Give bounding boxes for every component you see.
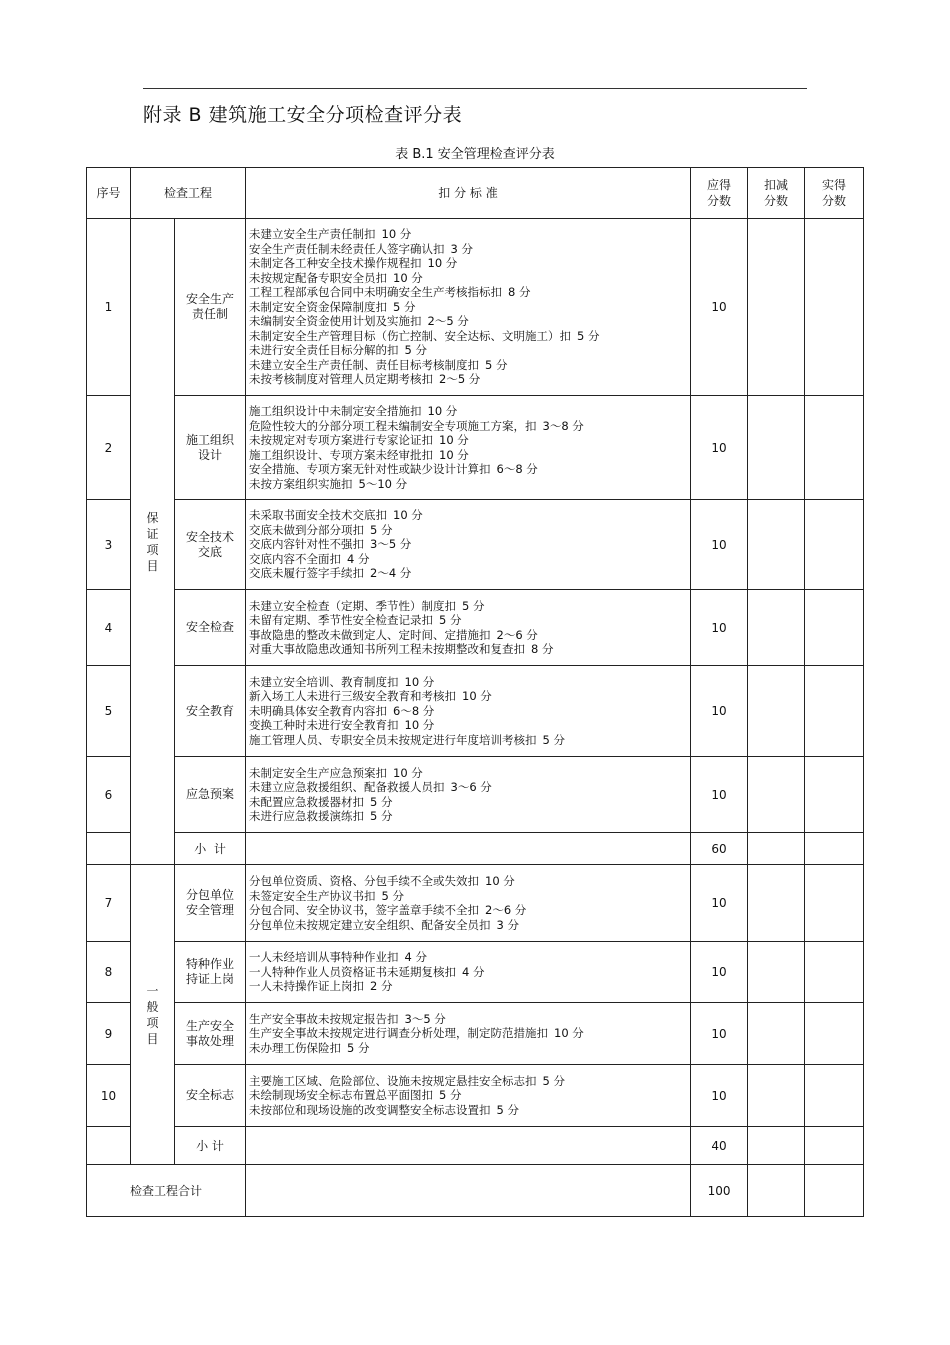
deduction-rule-text: 安全生产责任制未经责任人签字确认扣 — [249, 241, 445, 256]
deduction-rule — [249, 285, 690, 300]
deduction-rule-points: 5 分 — [496, 1102, 519, 1117]
row-seq: 8 — [87, 942, 131, 1003]
subtotal-seq-empty — [87, 1127, 131, 1165]
deduction-rule-points: 10 分 — [427, 256, 458, 271]
deduction-rule-text: 未制定安全资金保障制度扣 — [249, 299, 388, 314]
row-actual-score[interactable] — [805, 1065, 864, 1127]
total-deduct-score[interactable] — [748, 1165, 805, 1217]
row-item-name: 应急预案 — [175, 757, 246, 833]
row-item-name: 安全生产责任制 — [175, 219, 246, 396]
deduction-rule-text: 未进行安全责任目标分解的扣 — [249, 343, 399, 358]
subtotal-row-guarantee — [87, 833, 864, 865]
deduction-rule-points: 5 分 — [439, 1088, 462, 1103]
deduction-rule-points: 5 分 — [462, 598, 485, 613]
deduction-rule-text: 生产安全事故未按规定报告扣 — [249, 1011, 399, 1026]
deduction-rule — [249, 628, 690, 643]
deduction-rule-text: 未按方案组织实施扣 — [249, 476, 353, 491]
deduction-rule-text: 分包合同、安全协议书，签字盖章手续不全扣 — [249, 903, 480, 917]
row-seq: 4 — [87, 590, 131, 666]
deduction-rule-points: 3～8 分 — [542, 418, 584, 433]
deduction-rule — [249, 448, 690, 463]
row-standard — [246, 1003, 691, 1065]
total-standard-empty — [246, 1165, 691, 1217]
deduction-rule-points: 2～6 分 — [485, 903, 527, 917]
header-deduct-score: 扣减 分数 — [748, 168, 805, 219]
deduction-rule — [249, 433, 690, 448]
header-due-score: 应得 分数 — [691, 168, 748, 219]
row-actual-score[interactable] — [805, 942, 864, 1003]
row-item-name: 安全检查 — [175, 590, 246, 666]
deduction-rule-points: 8 分 — [531, 642, 554, 656]
deduction-rule-points: 3～6 分 — [450, 780, 492, 794]
group-general: 一般项目 — [131, 865, 175, 1165]
deduction-rule-text: 未按规定对专项方案进行专家论证扣 — [249, 433, 434, 447]
row-actual-score[interactable] — [805, 757, 864, 833]
deduction-rule-text: 未按考核制度对管理人员定期考核扣 — [249, 372, 434, 387]
deduction-rule-text: 未办理工伤保险扣 — [249, 1040, 342, 1055]
subtotal-due-score: 60 — [691, 833, 748, 865]
deduction-rule-points: 10 分 — [462, 689, 492, 704]
deduction-rule-points: 10 分 — [439, 447, 469, 462]
deduction-rule-text: 事故隐患的整改未做到定人、定时间、定措施扣 — [249, 627, 491, 642]
subtotal-actual-score[interactable] — [805, 1127, 864, 1165]
row-item-name: 生产安全事故处理 — [175, 1003, 246, 1065]
row-seq: 5 — [87, 666, 131, 757]
row-deduct-score[interactable] — [748, 500, 805, 590]
deduction-rule — [249, 675, 690, 690]
deduction-rule-points: 5 分 — [370, 522, 393, 537]
deduction-rule — [249, 314, 690, 329]
total-due-score: 100 — [691, 1165, 748, 1217]
row-seq: 1 — [87, 219, 131, 396]
deduction-rule-points: 6～8 分 — [496, 462, 538, 476]
document-title: 附录 B 建筑施工安全分项检查评分表 — [143, 104, 463, 126]
deduction-rule — [249, 537, 690, 552]
deduction-rule-points: 5 分 — [542, 1073, 565, 1088]
row-standard — [246, 666, 691, 757]
subtotal-due-score: 40 — [691, 1127, 748, 1165]
row-due-score: 10 — [691, 865, 748, 942]
deduction-rule-points: 5 分 — [404, 343, 427, 358]
deduction-rule-text: 未留有定期、季节性安全检查记录扣 — [249, 613, 434, 627]
subtotal-label: 小 计 — [175, 1127, 246, 1165]
deduction-rule — [249, 1012, 690, 1027]
deduction-rule — [249, 766, 690, 781]
row-item-name: 分包单位安全管理 — [175, 865, 246, 942]
total-label: 检查工程合计 — [87, 1165, 246, 1217]
row-deduct-score[interactable] — [748, 942, 805, 1003]
deduction-rule-points: 10 分 — [381, 227, 412, 242]
table-row — [87, 942, 864, 1003]
deduction-rule-text: 未建立安全培训、教育制度扣 — [249, 674, 399, 689]
deduction-rule — [249, 1103, 690, 1118]
deduction-rule-text: 交底内容不全面扣 — [249, 551, 342, 566]
deduction-rule — [249, 566, 690, 581]
deduction-rule — [249, 689, 690, 704]
row-seq: 10 — [87, 1065, 131, 1127]
table-row — [87, 865, 864, 942]
deduction-rule-points: 10 分 — [393, 508, 423, 523]
deduction-rule-points: 10 分 — [554, 1026, 584, 1041]
subtotal-deduct-score[interactable] — [748, 833, 805, 865]
deduction-rule — [249, 358, 690, 373]
deduction-rule-text: 未建立安全生产责任制、责任目标考核制度扣 — [249, 357, 480, 372]
row-due-score: 10 — [691, 757, 748, 833]
deduction-rule-points: 10 分 — [485, 874, 515, 888]
deduction-rule — [249, 1074, 690, 1089]
deduction-rule — [249, 329, 690, 344]
row-standard — [246, 590, 691, 666]
deduction-rule-text: 未绘制现场安全标志布置总平面图扣 — [249, 1088, 434, 1103]
row-seq: 3 — [87, 500, 131, 590]
deduction-rule — [249, 227, 690, 242]
total-actual-score[interactable] — [805, 1165, 864, 1217]
row-due-score: 10 — [691, 1003, 748, 1065]
deduction-rule — [249, 599, 690, 614]
deduction-rule-text: 变换工种时未进行安全教育扣 — [249, 718, 399, 733]
deduction-rule — [249, 613, 690, 628]
row-item-name: 安全标志 — [175, 1065, 246, 1127]
row-standard — [246, 500, 691, 590]
deduction-rule-points: 4 分 — [404, 950, 427, 965]
deduction-rule — [249, 1041, 690, 1056]
header-seq: 序号 — [87, 168, 131, 219]
deduction-rule-points: 5 分 — [381, 888, 404, 903]
row-seq: 2 — [87, 396, 131, 500]
row-actual-score[interactable] — [805, 500, 864, 590]
deduction-rule-text: 工程工程部承包合同中未明确安全生产考核指标扣 — [249, 285, 503, 300]
row-due-score: 10 — [691, 500, 748, 590]
deduction-rule-text: 交底未履行签字手续扣 — [249, 566, 365, 581]
table-row — [87, 666, 864, 757]
deduction-rule-text: 施工组织设计、专项方案未经审批扣 — [249, 447, 434, 462]
deduction-rule — [249, 965, 690, 980]
row-deduct-score[interactable] — [748, 396, 805, 500]
row-deduct-score[interactable] — [748, 666, 805, 757]
deduction-rule-points: 2 分 — [370, 979, 393, 994]
deduction-rule-text: 未制定各工种安全技术操作规程扣 — [249, 256, 422, 271]
row-standard — [246, 865, 691, 942]
table-row — [87, 757, 864, 833]
deduction-rule-points: 5 分 — [542, 732, 565, 747]
deduction-rule-points: 5 分 — [577, 328, 600, 343]
row-deduct-score[interactable] — [748, 1003, 805, 1065]
deduction-rule-points: 3～5 分 — [370, 537, 412, 552]
deduction-rule-text: 未签定安全生产协议书扣 — [249, 888, 376, 903]
row-actual-score[interactable] — [805, 219, 864, 396]
deduction-rule-text: 一人未经培训从事特种作业扣 — [249, 950, 399, 965]
deduction-rule — [249, 242, 690, 257]
total-row — [87, 1165, 864, 1217]
table-caption: 表 B.1 安全管理检查评分表 — [395, 147, 555, 162]
deduction-rule — [249, 477, 690, 492]
row-due-score: 10 — [691, 219, 748, 396]
deduction-rule-points: 5 分 — [485, 357, 508, 372]
deduction-rule-text: 新入场工人未进行三级安全教育和考核扣 — [249, 689, 457, 704]
deduction-rule — [249, 718, 690, 733]
row-actual-score[interactable] — [805, 396, 864, 500]
row-standard — [246, 396, 691, 500]
deduction-rule-points: 3 分 — [496, 917, 519, 932]
deduction-rule — [249, 733, 690, 748]
deduction-rule — [249, 419, 690, 434]
row-item-name: 安全技术交底 — [175, 500, 246, 590]
deduction-rule-text: 主要施工区域、危险部位、设施未按规定悬挂安全标志扣 — [249, 1073, 537, 1088]
deduction-rule — [249, 372, 690, 387]
subtotal-actual-score[interactable] — [805, 833, 864, 865]
row-standard — [246, 757, 691, 833]
row-actual-score[interactable] — [805, 666, 864, 757]
table-row — [87, 396, 864, 500]
deduction-rule-text: 危险性较大的分部分项工程未编制安全专项施工方案，扣 — [249, 418, 537, 433]
deduction-rule-text: 未建立安全检查（定期、季节性）制度扣 — [249, 598, 457, 613]
deduction-rule — [249, 704, 690, 719]
deduction-rule-points: 10 分 — [393, 270, 423, 285]
deduction-rule-points: 2～5 分 — [439, 372, 481, 387]
row-due-score: 10 — [691, 1065, 748, 1127]
deduction-rule — [249, 809, 690, 824]
deduction-rule-points: 5 分 — [393, 299, 416, 314]
row-actual-score[interactable] — [805, 590, 864, 666]
deduction-rule — [249, 343, 690, 358]
subtotal-standard-empty — [246, 833, 691, 865]
table-row — [87, 500, 864, 590]
deduction-rule — [249, 874, 690, 889]
deduction-rule — [249, 300, 690, 315]
deduction-rule-text: 安全措施、专项方案无针对性或缺少设计计算扣 — [249, 462, 491, 476]
deduction-rule-points: 10 分 — [393, 765, 423, 780]
deduction-rule-text: 一人未持操作证上岗扣 — [249, 979, 365, 994]
row-due-score: 10 — [691, 396, 748, 500]
deduction-rule-points: 3 分 — [450, 241, 473, 256]
deduction-rule-points: 2～6 分 — [496, 627, 538, 642]
deduction-rule-points: 10 分 — [404, 718, 435, 733]
deduction-rule-text: 施工组织设计中未制定安全措施扣 — [249, 404, 422, 418]
row-due-score: 10 — [691, 666, 748, 757]
deduction-rule-points: 4 分 — [347, 551, 370, 566]
row-due-score: 10 — [691, 590, 748, 666]
row-deduct-score[interactable] — [748, 757, 805, 833]
row-actual-score[interactable] — [805, 865, 864, 942]
deduction-rule-points: 4 分 — [462, 964, 485, 979]
row-seq: 6 — [87, 757, 131, 833]
deduction-rule — [249, 552, 690, 567]
deduction-rule-text: 分包单位未按规定建立安全组织、配备安全员扣 — [249, 917, 491, 932]
deduction-rule — [249, 642, 690, 657]
deduction-rule-points: 5～10 分 — [358, 476, 408, 491]
deduction-rule-points: 3～5 分 — [404, 1011, 446, 1026]
deduction-rule-text: 未建立安全生产责任制扣 — [249, 227, 376, 242]
deduction-rule-text: 分包单位资质、资格、分包手续不全或失效扣 — [249, 874, 480, 888]
subtotal-label: 小 计 — [175, 833, 246, 865]
deduction-rule-text: 未按规定配备专职安全员扣 — [249, 270, 388, 285]
table-row — [87, 1065, 864, 1127]
deduction-rule-text: 一人特种作业人员资格证书未延期复核扣 — [249, 964, 457, 979]
row-standard — [246, 219, 691, 396]
table-row — [87, 1003, 864, 1065]
deduction-rule — [249, 979, 690, 994]
deduction-rule-text: 对重大事故隐患改通知书所列工程未按期整改和复查扣 — [249, 642, 526, 656]
deduction-rule — [249, 271, 690, 286]
deduction-rule-points: 2～4 分 — [370, 566, 412, 581]
deduction-rule — [249, 1088, 690, 1103]
deduction-rule-text: 交底未做到分部分项扣 — [249, 522, 365, 537]
deduction-rule-text: 生产安全事故未按规定进行调查分析处理，制定防范措施扣 — [249, 1026, 549, 1041]
deduction-rule-text: 未按部位和现场设施的改变调整安全标志设置扣 — [249, 1102, 491, 1117]
row-deduct-score[interactable] — [748, 219, 805, 396]
deduction-rule — [249, 523, 690, 538]
deduction-rule — [249, 889, 690, 904]
subtotal-seq-empty — [87, 833, 131, 865]
score-table — [86, 167, 864, 1217]
deduction-rule-points: 8 分 — [508, 285, 531, 300]
deduction-rule-points: 5 分 — [370, 809, 393, 823]
row-due-score: 10 — [691, 942, 748, 1003]
subtotal-row-general — [87, 1127, 864, 1165]
deduction-rule-points: 5 分 — [439, 613, 462, 627]
header-item: 检查工程 — [131, 168, 246, 219]
deduction-rule-text: 未明确具体安全教育内容扣 — [249, 703, 388, 718]
row-item-name: 施工组织设计 — [175, 396, 246, 500]
row-standard — [246, 1065, 691, 1127]
row-actual-score[interactable] — [805, 1003, 864, 1065]
deduction-rule — [249, 780, 690, 795]
deduction-rule-points: 10 分 — [404, 674, 435, 689]
deduction-rule — [249, 508, 690, 523]
deduction-rule — [249, 795, 690, 810]
subtotal-standard-empty — [246, 1127, 691, 1165]
table-header-row — [87, 168, 864, 219]
top-rule — [143, 88, 807, 89]
header-standard: 扣 分 标 准 — [246, 168, 691, 219]
deduction-rule — [249, 462, 690, 477]
deduction-rule-text: 交底内容针对性不强扣 — [249, 537, 365, 552]
deduction-rule — [249, 903, 690, 918]
deduction-rule-text: 未编制安全资金使用计划及实施扣 — [249, 314, 422, 329]
table-row — [87, 219, 864, 396]
deduction-rule-text: 未制定安全生产应急预案扣 — [249, 765, 388, 780]
deduction-rule-points: 5 分 — [370, 794, 393, 809]
group-guarantee: 保证项目 — [131, 219, 175, 865]
row-item-name: 特种作业持证上岗 — [175, 942, 246, 1003]
deduction-rule-text: 施工管理人员、专职安全员未按规定进行年度培训考核扣 — [249, 732, 537, 747]
subtotal-deduct-score[interactable] — [748, 1127, 805, 1165]
deduction-rule-points: 10 分 — [427, 404, 458, 418]
deduction-rule-points: 5 分 — [347, 1040, 370, 1055]
row-item-name: 安全教育 — [175, 666, 246, 757]
deduction-rule-text: 未配置应急救援器材扣 — [249, 794, 365, 809]
deduction-rule-text: 未制定安全生产管理目标（伤亡控制、安全达标、文明施工）扣 — [249, 328, 572, 343]
row-seq: 7 — [87, 865, 131, 942]
row-standard — [246, 942, 691, 1003]
deduction-rule — [249, 918, 690, 933]
header-actual-score: 实得 分数 — [805, 168, 864, 219]
deduction-rule-text: 未进行应急救援演练扣 — [249, 809, 365, 823]
row-seq: 9 — [87, 1003, 131, 1065]
row-deduct-score[interactable] — [748, 865, 805, 942]
row-deduct-score[interactable] — [748, 590, 805, 666]
deduction-rule-points: 6～8 分 — [393, 703, 435, 718]
deduction-rule — [249, 404, 690, 419]
deduction-rule-points: 2～5 分 — [427, 314, 469, 329]
deduction-rule-text: 未采取书面安全技术交底扣 — [249, 508, 388, 523]
deduction-rule — [249, 1026, 690, 1041]
row-deduct-score[interactable] — [748, 1065, 805, 1127]
table-row — [87, 590, 864, 666]
deduction-rule — [249, 256, 690, 271]
deduction-rule-text: 未建立应急救援组织、配备救援人员扣 — [249, 780, 445, 794]
deduction-rule-points: 10 分 — [439, 433, 469, 447]
deduction-rule — [249, 950, 690, 965]
